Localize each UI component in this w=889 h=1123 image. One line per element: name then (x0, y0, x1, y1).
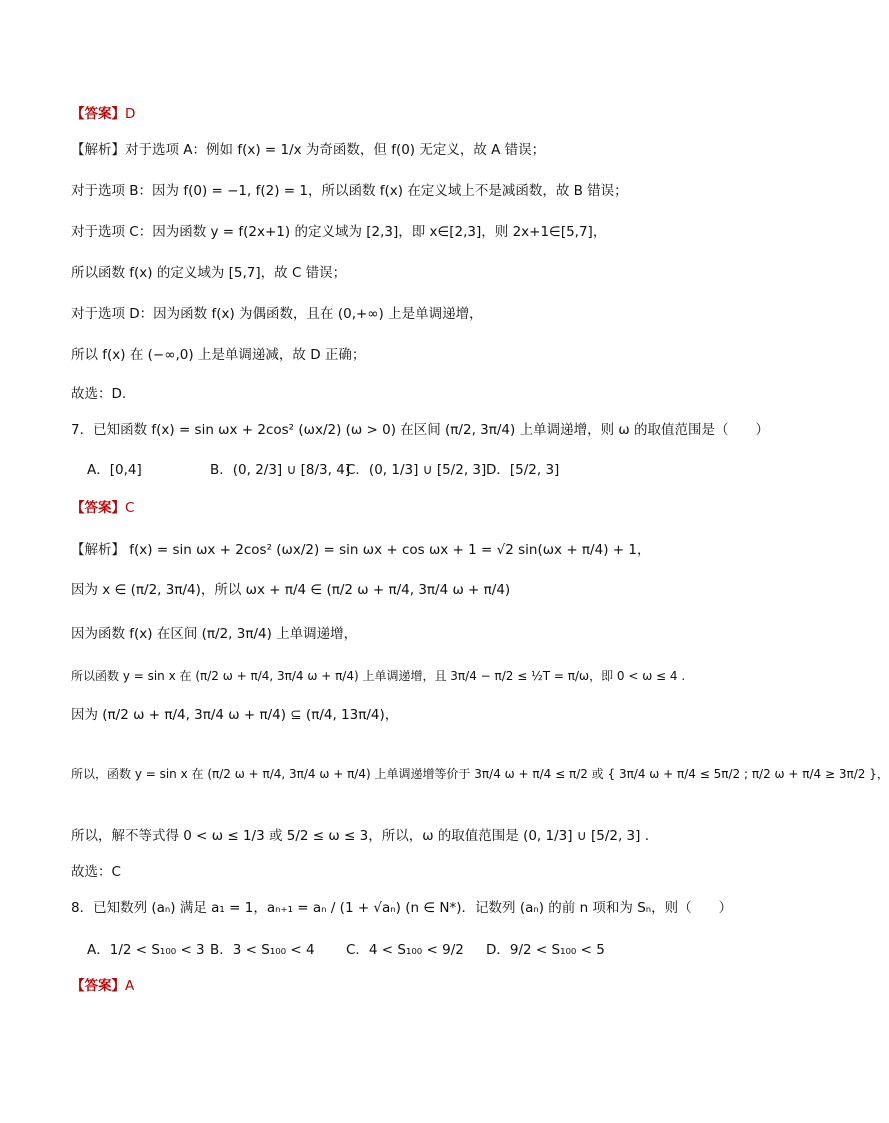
answer-value: D (125, 106, 136, 122)
q7-analysis-line-7: 所以，解不等式得 0 < ω ≤ 1/3 或 5/2 ≤ ω ≤ 3，所以，ω 的取值范围是 (0, 1/3] ∪ [5/2, 3] . (71, 828, 649, 844)
q6-analysis-line-6: 所以 f(x) 在 (−∞,0) 上是单调递减，故 D 正确； (71, 347, 366, 363)
q6-analysis-line-2: 对于选项 B：因为 f(0) = −1, f(2) = 1，所以函数 f(x) 在定义域上不是减函数，故 B 错误； (71, 183, 628, 199)
q8-answer-line (71, 976, 134, 996)
q6-analysis-line-4: 所以函数 f(x) 的定义域为 [5,7]，故 C 错误； (71, 265, 347, 281)
q7-analysis-line-6: 所以，函数 y = sin x 在 (π/2 ω + π/4, 3π/4 ω + π/4) 上单调递增等价于 3π/4 ω + π/4 ≤ π/2 或 { 3π/4 ω + π/4 ≤ 5π/2 ; π/2 ω + π/4 ≥ 3π/2 }， (71, 767, 889, 781)
q7-option-a: A．[0,4] (87, 462, 142, 478)
q7-conclusion: 故选：C (71, 864, 121, 880)
q7-analysis-line-1: 【解析】 f(x) = sin ωx + 2cos² (ωx/2) = sin ωx + cos ωx + 1 = √2 sin(ωx + π/4) + 1， (71, 542, 651, 558)
q8-option-d: D．9/2 < S₁₀₀ < 5 (486, 942, 605, 958)
q6-analysis-line-3: 对于选项 C：因为函数 y = f(2x+1) 的定义域为 [2,3]，即 x∈[2,3]，则 2x+1∈[5,7]， (71, 224, 607, 240)
answer-value: A (125, 978, 135, 994)
q7-stem: 7．已知函数 f(x) = sin ωx + 2cos² (ωx/2) (ω > 0) 在区间 (π/2, 3π/4) 上单调递增，则 ω 的取值范围是（ ） (71, 422, 769, 438)
q6-analysis-line-5: 对于选项 D：因为函数 f(x) 为偶函数，且在 (0,+∞) 上是单调递增， (71, 306, 483, 322)
q7-analysis-line-5: 因为 (π/2 ω + π/4, 3π/4 ω + π/4) ⊆ (π/4, 13π/4)， (71, 707, 399, 723)
q7-option-d: D．[5/2, 3] (486, 462, 560, 478)
q7-analysis-line-4: 所以函数 y = sin x 在 (π/2 ω + π/4, 3π/4 ω + π/4) 上单调递增，且 3π/4 − π/2 ≤ ½T = π/ω，即 0 < ω ≤ 4 . (71, 669, 686, 683)
q7-option-c: C．(0, 1/3] ∪ [5/2, 3] (346, 462, 487, 478)
answer-value: C (125, 500, 135, 516)
q7-analysis-line-2: 因为 x ∈ (π/2, 3π/4)，所以 ωx + π/4 ∈ (π/2 ω + π/4, 3π/4 ω + π/4) (71, 582, 511, 598)
q6-answer-line (71, 104, 135, 124)
q8-option-c: C．4 < S₁₀₀ < 9/2 (346, 942, 464, 958)
q6-analysis-line-1: 【解析】对于选项 A：例如 f(x) = 1/x 为奇函数，但 f(0) 无定义，故 A 错误； (71, 142, 546, 158)
q7-analysis-line-3: 因为函数 f(x) 在区间 (π/2, 3π/4) 上单调递增， (71, 626, 358, 642)
q7-option-b: B．(0, 2/3] ∪ [8/3, 4] (210, 462, 351, 478)
q7-answer-line (71, 498, 134, 518)
q8-option-b: B．3 < S₁₀₀ < 4 (210, 942, 315, 958)
q8-option-a: A．1/2 < S₁₀₀ < 3 (87, 942, 205, 958)
answer-tag: 【答案】 (71, 978, 125, 994)
answer-tag: 【答案】 (71, 500, 125, 516)
q8-stem: 8．已知数列 (aₙ) 满足 a₁ = 1，aₙ₊₁ = aₙ / (1 + √aₙ) (n ∈ N*)．记数列 (aₙ) 的前 n 项和为 Sₙ，则（ ） (71, 900, 733, 916)
answer-tag: 【答案】 (71, 106, 125, 122)
q6-conclusion: 故选：D. (71, 386, 127, 402)
